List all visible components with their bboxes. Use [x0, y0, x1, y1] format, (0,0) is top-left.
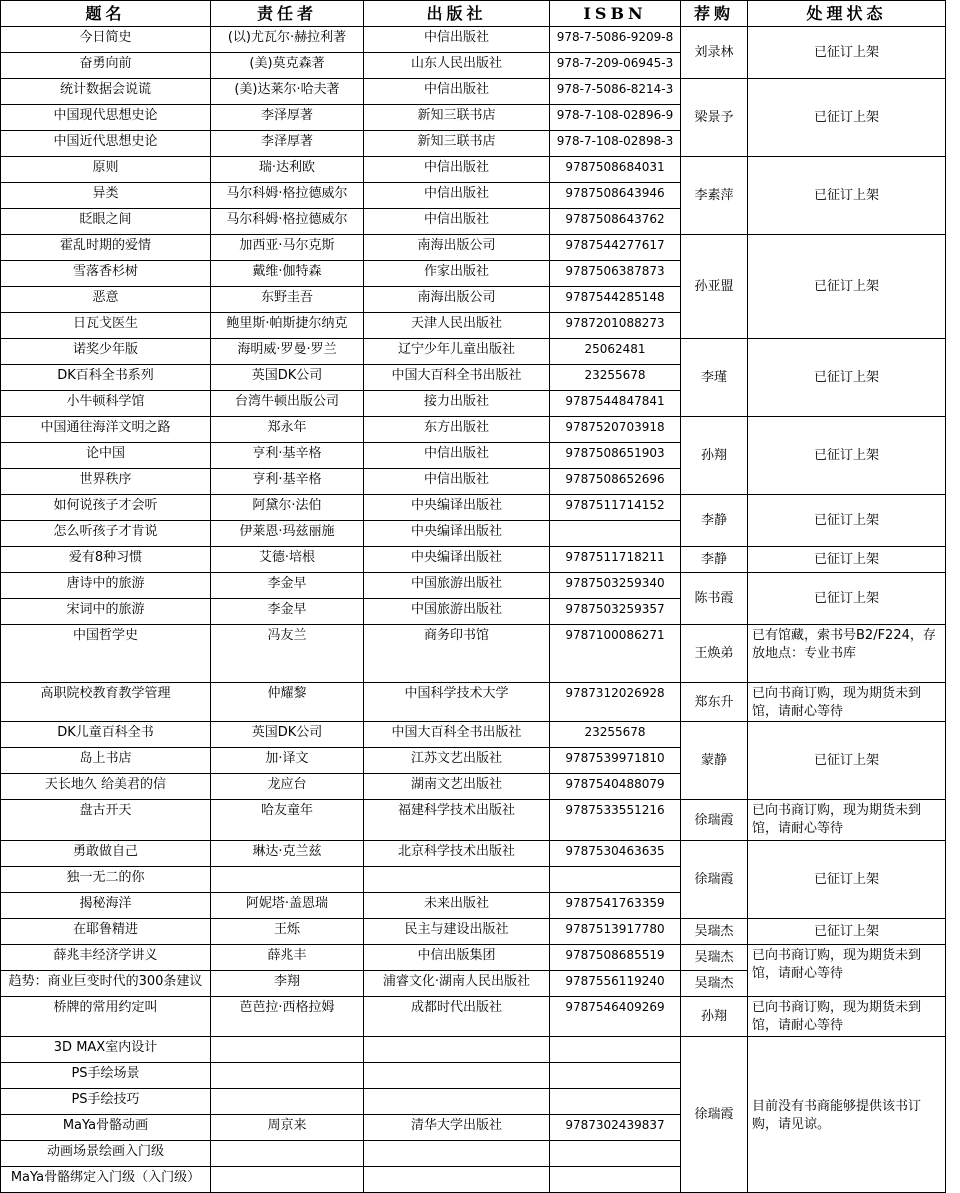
- cell-isbn: [550, 1167, 681, 1193]
- cell-isbn: 9787201088273: [550, 313, 681, 339]
- cell-isbn: 9787544285148: [550, 287, 681, 313]
- cell-author: 瑞·达利欧: [211, 157, 364, 183]
- table-row: [1, 547, 946, 573]
- cell-title: 盘古开天: [1, 800, 211, 841]
- cell-author: 亨利·基辛格: [211, 443, 364, 469]
- cell-author: 戴维·伽特森: [211, 261, 364, 287]
- cell-recommender: 徐瑞霞: [681, 1037, 748, 1193]
- cell-author: [211, 1167, 364, 1193]
- cell-status: 目前没有书商能够提供该书订购，请见谅。: [748, 1037, 946, 1193]
- cell-publisher: 中信出版集团: [364, 945, 550, 971]
- cell-isbn: 9787508643946: [550, 183, 681, 209]
- cell-author: (美)达莱尔·哈夫著: [211, 79, 364, 105]
- cell-recommender: 李静: [681, 547, 748, 573]
- cell-status: 已征订上架: [748, 495, 946, 547]
- cell-isbn: 9787503259357: [550, 599, 681, 625]
- cell-recommender: 孙翔: [681, 417, 748, 495]
- cell-author: 冯友兰: [211, 625, 364, 683]
- table-row: [1, 417, 946, 443]
- table-row: [1, 79, 946, 105]
- cell-author: 马尔科姆·格拉德威尔: [211, 183, 364, 209]
- cell-author: 东野圭吾: [211, 287, 364, 313]
- cell-isbn: 23255678: [550, 365, 681, 391]
- cell-publisher: 民主与建设出版社: [364, 919, 550, 945]
- cell-author: 英国DK公司: [211, 722, 364, 748]
- cell-status: 已征订上架: [748, 919, 946, 945]
- cell-publisher: 中央编译出版社: [364, 495, 550, 521]
- cell-publisher: [364, 1167, 550, 1193]
- table-row: [1, 841, 946, 867]
- cell-title: 3D MAX室内设计: [1, 1037, 211, 1063]
- cell-status: 已征订上架: [748, 841, 946, 919]
- cell-author: 马尔科姆·格拉德威尔: [211, 209, 364, 235]
- cell-status: 已向书商订购，现为期货未到馆，请耐心等待: [748, 683, 946, 722]
- cell-publisher: 浦睿文化·湖南人民出版社: [364, 971, 550, 997]
- cell-title: 眨眼之间: [1, 209, 211, 235]
- cell-title: 中国通往海洋文明之路: [1, 417, 211, 443]
- cell-status: 已征订上架: [748, 157, 946, 235]
- cell-isbn: 978-7-209-06945-3: [550, 53, 681, 79]
- cell-isbn: 9787533551216: [550, 800, 681, 841]
- cell-isbn: 9787520703918: [550, 417, 681, 443]
- cell-recommender: 郑东升: [681, 683, 748, 722]
- table-row: [1, 1037, 946, 1063]
- cell-isbn: 978-7-108-02898-3: [550, 131, 681, 157]
- cell-title: 世界秩序: [1, 469, 211, 495]
- cell-isbn: 978-7-5086-8214-3: [550, 79, 681, 105]
- cell-title: 如何说孩子才会听: [1, 495, 211, 521]
- cell-recommender: 徐瑞霞: [681, 800, 748, 841]
- cell-publisher: 天津人民出版社: [364, 313, 550, 339]
- cell-publisher: 新知三联书店: [364, 105, 550, 131]
- cell-recommender: 孙翔: [681, 997, 748, 1037]
- cell-title: MaYa骨骼动画: [1, 1115, 211, 1141]
- cell-author: (美)莫克森著: [211, 53, 364, 79]
- cell-isbn: 23255678: [550, 722, 681, 748]
- header-row: [1, 1, 946, 27]
- cell-title: 雪落香杉树: [1, 261, 211, 287]
- cell-title: DK儿童百科全书: [1, 722, 211, 748]
- cell-author: 龙应台: [211, 774, 364, 800]
- cell-isbn: 9787544847841: [550, 391, 681, 417]
- cell-publisher: 中国大百科全书出版社: [364, 722, 550, 748]
- cell-title: 薛兆丰经济学讲义: [1, 945, 211, 971]
- table-row: [1, 27, 946, 53]
- cell-author: 加·译文: [211, 748, 364, 774]
- cell-title: PS手绘场景: [1, 1063, 211, 1089]
- table-row: [1, 573, 946, 599]
- cell-author: 海明威·罗曼·罗兰: [211, 339, 364, 365]
- cell-publisher: 清华大学出版社: [364, 1115, 550, 1141]
- cell-title: 统计数据会说谎: [1, 79, 211, 105]
- header-title: 题名: [1, 1, 211, 27]
- cell-title: 今日简史: [1, 27, 211, 53]
- cell-title: MaYa骨骼绑定入门级（入门级）: [1, 1167, 211, 1193]
- cell-author: 李泽厚著: [211, 105, 364, 131]
- cell-title: 岛上书店: [1, 748, 211, 774]
- cell-author: [211, 1063, 364, 1089]
- cell-publisher: 中国旅游出版社: [364, 599, 550, 625]
- cell-author: 芭芭拉·西格拉姆: [211, 997, 364, 1037]
- cell-isbn: 9787546409269: [550, 997, 681, 1037]
- table-row: [1, 235, 946, 261]
- cell-status: 已征订上架: [748, 722, 946, 800]
- cell-isbn: 25062481: [550, 339, 681, 365]
- cell-publisher: [364, 1063, 550, 1089]
- cell-title: 独一无二的你: [1, 867, 211, 893]
- cell-status: 已征订上架: [748, 547, 946, 573]
- cell-isbn: 9787556119240: [550, 971, 681, 997]
- cell-status: 已征订上架: [748, 339, 946, 417]
- cell-isbn: [550, 867, 681, 893]
- cell-title: 天长地久 给美君的信: [1, 774, 211, 800]
- cell-publisher: 中信出版社: [364, 79, 550, 105]
- cell-isbn: [550, 1063, 681, 1089]
- cell-recommender: 李瑾: [681, 339, 748, 417]
- cell-isbn: 9787530463635: [550, 841, 681, 867]
- cell-title: 日瓦戈医生: [1, 313, 211, 339]
- cell-publisher: 山东人民出版社: [364, 53, 550, 79]
- cell-title: 揭秘海洋: [1, 893, 211, 919]
- table-row: [1, 919, 946, 945]
- cell-author: 周京来: [211, 1115, 364, 1141]
- cell-publisher: 中信出版社: [364, 443, 550, 469]
- header-recommender: 荐购: [681, 1, 748, 27]
- table-row: [1, 625, 946, 683]
- cell-title: PS手绘技巧: [1, 1089, 211, 1115]
- cell-isbn: 978-7-108-02896-9: [550, 105, 681, 131]
- cell-title: 论中国: [1, 443, 211, 469]
- table-row: [1, 683, 946, 722]
- table-row: [1, 800, 946, 841]
- cell-recommender: 梁景予: [681, 79, 748, 157]
- cell-isbn: 9787541763359: [550, 893, 681, 919]
- cell-title: 异类: [1, 183, 211, 209]
- cell-author: 李金早: [211, 573, 364, 599]
- cell-title: 动画场景绘画入门级: [1, 1141, 211, 1167]
- cell-status: 已征订上架: [748, 79, 946, 157]
- cell-publisher: [364, 1141, 550, 1167]
- cell-title: 唐诗中的旅游: [1, 573, 211, 599]
- cell-title: 奋勇向前: [1, 53, 211, 79]
- cell-recommender: 徐瑞霞: [681, 841, 748, 919]
- cell-publisher: 未来出版社: [364, 893, 550, 919]
- cell-recommender: 王焕弟: [681, 625, 748, 683]
- cell-isbn: [550, 1089, 681, 1115]
- table-row: [1, 945, 946, 971]
- cell-publisher: 成都时代出版社: [364, 997, 550, 1037]
- cell-isbn: 9787508652696: [550, 469, 681, 495]
- cell-author: 薛兆丰: [211, 945, 364, 971]
- cell-isbn: 9787539971810: [550, 748, 681, 774]
- cell-status: 已向书商订购，现为期货未到馆，请耐心等待: [748, 997, 946, 1037]
- cell-publisher: 商务印书馆: [364, 625, 550, 683]
- cell-author: 伊莱恩·玛兹丽施: [211, 521, 364, 547]
- cell-publisher: 作家出版社: [364, 261, 550, 287]
- table-row: [1, 157, 946, 183]
- cell-publisher: 江苏文艺出版社: [364, 748, 550, 774]
- cell-title: 恶意: [1, 287, 211, 313]
- cell-title: 桥牌的常用约定叫: [1, 997, 211, 1037]
- cell-author: 艾德·培根: [211, 547, 364, 573]
- cell-title: 中国现代思想史论: [1, 105, 211, 131]
- cell-isbn: [550, 1141, 681, 1167]
- cell-author: 李金早: [211, 599, 364, 625]
- cell-author: [211, 1141, 364, 1167]
- cell-isbn: 9787508684031: [550, 157, 681, 183]
- cell-isbn: 9787511714152: [550, 495, 681, 521]
- cell-recommender: 李素萍: [681, 157, 748, 235]
- cell-title: DK百科全书系列: [1, 365, 211, 391]
- cell-author: 阿妮塔·盖恩瑞: [211, 893, 364, 919]
- cell-isbn: 9787506387873: [550, 261, 681, 287]
- header-publisher: 出版社: [364, 1, 550, 27]
- cell-publisher: 南海出版公司: [364, 235, 550, 261]
- cell-author: 台湾牛顿出版公司: [211, 391, 364, 417]
- cell-isbn: 9787503259340: [550, 573, 681, 599]
- cell-author: 李翔: [211, 971, 364, 997]
- cell-recommender: 陈书霞: [681, 573, 748, 625]
- cell-author: [211, 867, 364, 893]
- cell-publisher: 新知三联书店: [364, 131, 550, 157]
- cell-author: 鲍里斯·帕斯捷尔纳克: [211, 313, 364, 339]
- cell-publisher: [364, 1037, 550, 1063]
- cell-author: 郑永年: [211, 417, 364, 443]
- cell-author: 王烁: [211, 919, 364, 945]
- cell-publisher: 北京科学技术出版社: [364, 841, 550, 867]
- cell-publisher: 湖南文艺出版社: [364, 774, 550, 800]
- cell-title: 高职院校教育教学管理: [1, 683, 211, 722]
- cell-recommender: 吴瑞杰: [681, 919, 748, 945]
- cell-title: 霍乱时期的爱情: [1, 235, 211, 261]
- cell-author: 亨利·基辛格: [211, 469, 364, 495]
- cell-isbn: 9787540488079: [550, 774, 681, 800]
- cell-isbn: 9787312026928: [550, 683, 681, 722]
- cell-author: 李泽厚著: [211, 131, 364, 157]
- cell-isbn: 9787508643762: [550, 209, 681, 235]
- table-row: [1, 722, 946, 748]
- cell-isbn: 9787511718211: [550, 547, 681, 573]
- cell-title: 小牛顿科学馆: [1, 391, 211, 417]
- cell-publisher: 东方出版社: [364, 417, 550, 443]
- cell-publisher: 南海出版公司: [364, 287, 550, 313]
- cell-publisher: 辽宁少年儿童出版社: [364, 339, 550, 365]
- cell-title: 在耶鲁精进: [1, 919, 211, 945]
- cell-publisher: [364, 1089, 550, 1115]
- table-body: [1, 27, 946, 1193]
- cell-recommender: 孙亚盟: [681, 235, 748, 339]
- cell-status: 已征订上架: [748, 573, 946, 625]
- cell-status: 已征订上架: [748, 27, 946, 79]
- cell-publisher: [364, 867, 550, 893]
- cell-author: (以)尤瓦尔·赫拉利著: [211, 27, 364, 53]
- cell-publisher: 接力出版社: [364, 391, 550, 417]
- cell-status: 已征订上架: [748, 235, 946, 339]
- cell-isbn: 9787302439837: [550, 1115, 681, 1141]
- cell-publisher: 中信出版社: [364, 157, 550, 183]
- header-author: 责任者: [211, 1, 364, 27]
- cell-publisher: 中央编译出版社: [364, 547, 550, 573]
- cell-author: 阿黛尔·法伯: [211, 495, 364, 521]
- cell-title: 勇敢做自己: [1, 841, 211, 867]
- cell-publisher: 中国旅游出版社: [364, 573, 550, 599]
- table-row: [1, 339, 946, 365]
- header-status: 处理状态: [748, 1, 946, 27]
- cell-publisher: 中央编译出版社: [364, 521, 550, 547]
- cell-status: 已征订上架: [748, 417, 946, 495]
- cell-title: 怎么听孩子才肯说: [1, 521, 211, 547]
- cell-recommender: 吴瑞杰: [681, 971, 748, 997]
- cell-status: 已向书商订购，现为期货未到馆，请耐心等待: [748, 800, 946, 841]
- cell-publisher: 中信出版社: [364, 183, 550, 209]
- table-row: [1, 495, 946, 521]
- cell-publisher: 福建科学技术出版社: [364, 800, 550, 841]
- cell-title: 爱有8种习惯: [1, 547, 211, 573]
- cell-publisher: 中国科学技术大学: [364, 683, 550, 722]
- cell-publisher: 中信出版社: [364, 469, 550, 495]
- cell-author: 英国DK公司: [211, 365, 364, 391]
- cell-publisher: 中国大百科全书出版社: [364, 365, 550, 391]
- cell-isbn: 9787100086271: [550, 625, 681, 683]
- cell-isbn: [550, 1037, 681, 1063]
- cell-title: 中国哲学史: [1, 625, 211, 683]
- cell-title: 原则: [1, 157, 211, 183]
- cell-status: 已向书商订购，现为期货未到馆，请耐心等待: [748, 945, 946, 997]
- cell-author: 加西亚·马尔克斯: [211, 235, 364, 261]
- cell-title: 趋势：商业巨变时代的300条建议: [1, 971, 211, 997]
- cell-status: 已有馆藏，索书号B2/F224，存放地点：专业书库: [748, 625, 946, 683]
- cell-title: 宋词中的旅游: [1, 599, 211, 625]
- cell-isbn: 9787544277617: [550, 235, 681, 261]
- cell-title: 中国近代思想史论: [1, 131, 211, 157]
- cell-isbn: 9787508651903: [550, 443, 681, 469]
- header-isbn: ISBN: [550, 1, 681, 27]
- cell-publisher: 中信出版社: [364, 209, 550, 235]
- cell-author: 哈友童年: [211, 800, 364, 841]
- cell-recommender: 李静: [681, 495, 748, 547]
- table-row: [1, 997, 946, 1037]
- cell-title: 诺奖少年版: [1, 339, 211, 365]
- cell-recommender: 蒙静: [681, 722, 748, 800]
- cell-recommender: 吴瑞杰: [681, 945, 748, 971]
- cell-author: [211, 1089, 364, 1115]
- cell-recommender: 刘录林: [681, 27, 748, 79]
- cell-isbn: 978-7-5086-9209-8: [550, 27, 681, 53]
- cell-isbn: [550, 521, 681, 547]
- cell-isbn: 9787513917780: [550, 919, 681, 945]
- cell-isbn: 9787508685519: [550, 945, 681, 971]
- cell-author: [211, 1037, 364, 1063]
- cell-author: 琳达·克兰兹: [211, 841, 364, 867]
- cell-author: 仲耀黎: [211, 683, 364, 722]
- cell-publisher: 中信出版社: [364, 27, 550, 53]
